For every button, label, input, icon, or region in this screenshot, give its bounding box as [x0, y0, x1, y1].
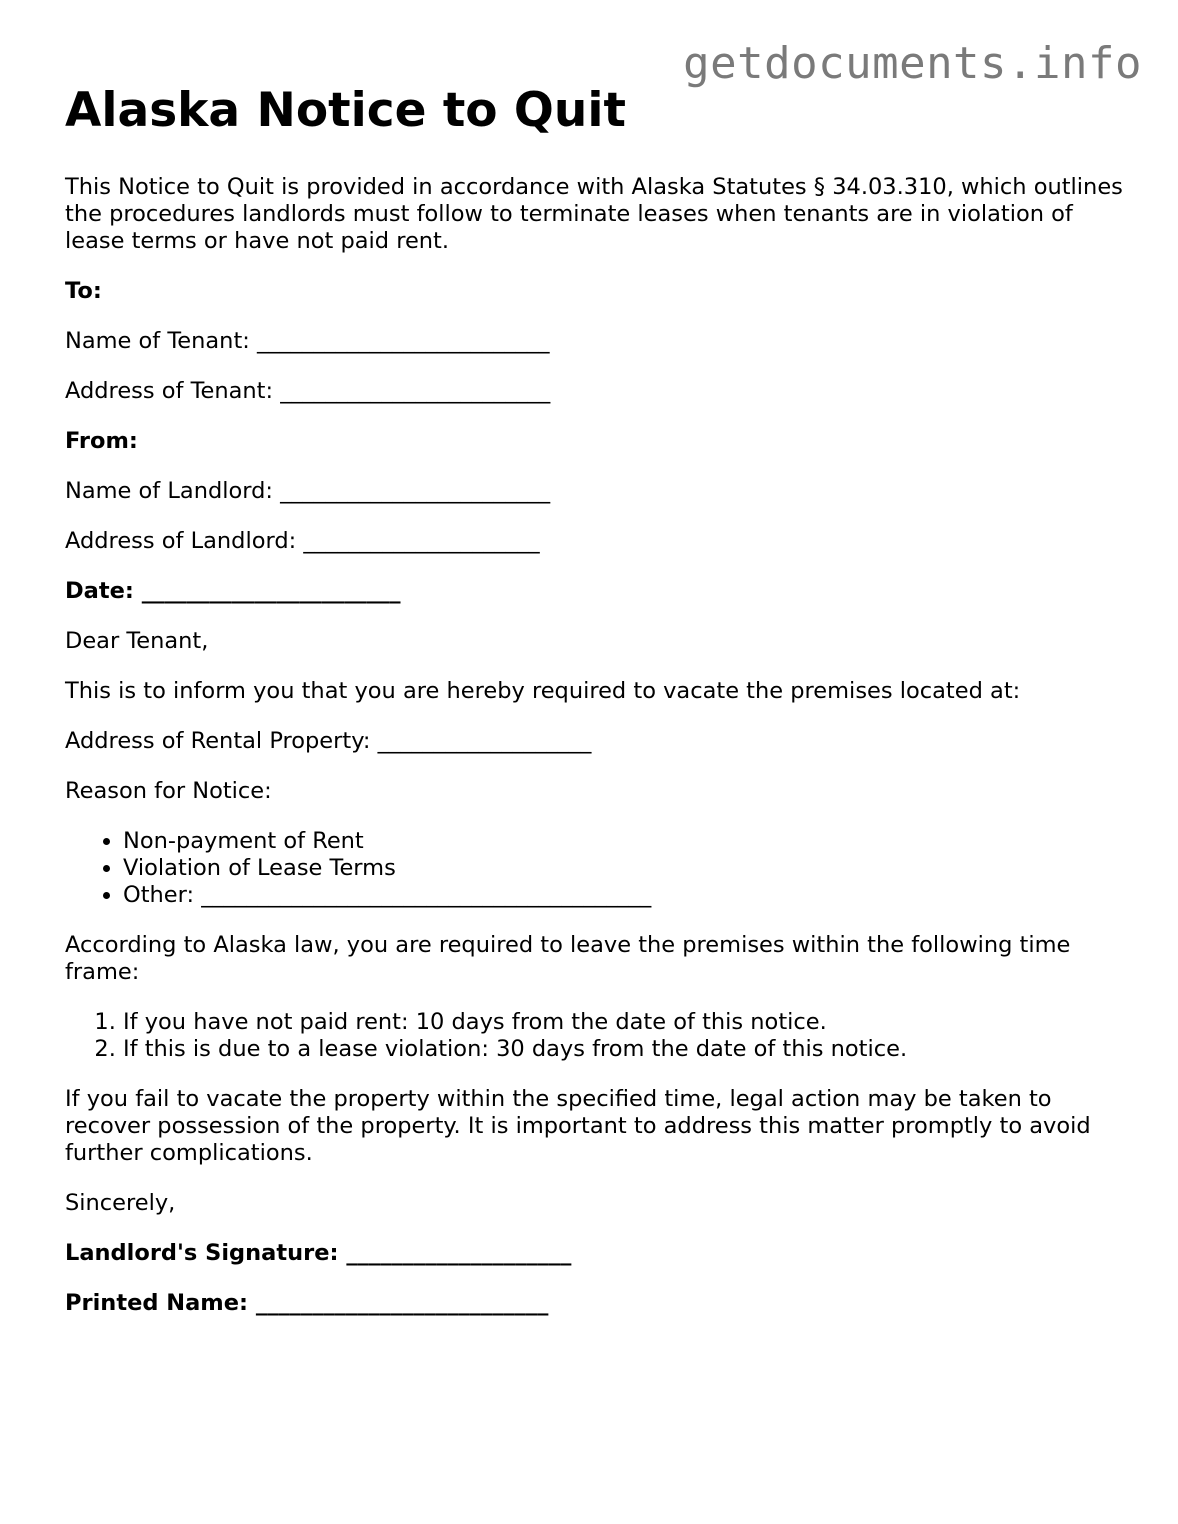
timeframe-list: [65, 1009, 1125, 1063]
document-title: Alaska Notice to Quit: [65, 83, 626, 138]
inform-paragraph: This is to inform you that you are hereby required to vacate the premises located at:: [65, 678, 1021, 704]
printed-name-field: Printed Name: __________________________: [65, 1290, 549, 1316]
tenant-name-field: Name of Tenant: __________________________: [65, 328, 550, 354]
warning-paragraph: If you fail to vacate the property within the specified time, legal action may be taken to recover possession of the property. It is important to address this matter promptly to avoid further complications.: [65, 1086, 1091, 1166]
signature-field: Landlord's Signature: ____________________: [65, 1240, 572, 1266]
date-field: Date: _______________________: [65, 578, 401, 604]
to-heading: To:: [65, 278, 102, 304]
tenant-address-field: Address of Tenant: ________________________: [65, 378, 551, 404]
list-item: 2. If this is due to a lease violation: 30 days from the date of this notice.: [123, 1036, 1125, 1063]
landlord-address-field: Address of Landlord: _____________________: [65, 528, 540, 554]
rental-address-field: Address of Rental Property: ___________________: [65, 728, 592, 754]
reason-heading: Reason for Notice:: [65, 778, 272, 804]
watermark: getdocuments.info: [683, 38, 1142, 89]
list-item: • Non-payment of Rent: [123, 828, 1125, 855]
closing: Sincerely,: [65, 1190, 176, 1216]
landlord-name-field: Name of Landlord: ________________________: [65, 478, 551, 504]
list-item: • Other: ________________________________________: [123, 882, 1125, 909]
greeting: Dear Tenant,: [65, 628, 209, 654]
document-page: [65, 82, 1125, 1340]
reason-list: [65, 828, 1125, 909]
timeframe-intro: According to Alaska law, you are required to leave the premises within the following time frame:: [65, 932, 1071, 985]
list-item: • Violation of Lease Terms: [123, 855, 1125, 882]
intro-paragraph: This Notice to Quit is provided in accordance with Alaska Statutes § 34.03.310, which outlines the procedures landlords must follow to terminate leases when tenants are in violation of lease terms or have not paid rent.: [65, 174, 1123, 254]
from-heading: From:: [65, 428, 138, 454]
list-item: 1. If you have not paid rent: 10 days from the date of this notice.: [123, 1009, 1125, 1036]
